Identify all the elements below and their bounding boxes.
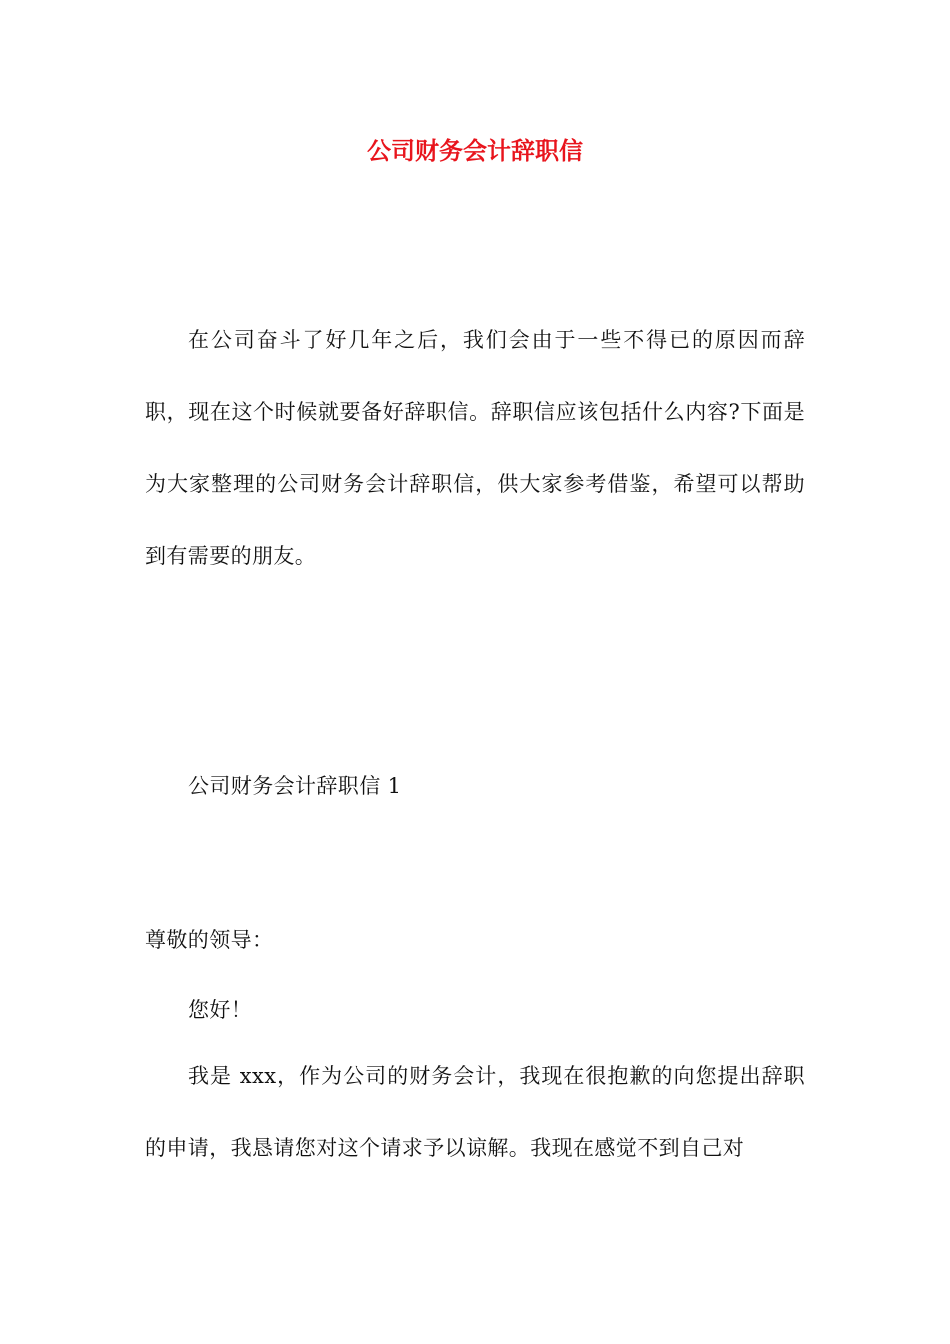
salutation: 尊敬的领导： — [145, 928, 274, 952]
section-heading: 公司财务会计辞职信 1 — [188, 774, 402, 798]
letter-body-paragraph: 我是 xxx，作为公司的财务会计，我现在很抱歉的向您提出辞职的申请，我恳请您对这个请求予以谅解。我现在感觉不到自己对 — [145, 1064, 805, 1160]
document-title: 公司财务会计辞职信 — [367, 137, 583, 165]
intro-paragraph: 在公司奋斗了好几年之后，我们会由于一些不得已的原因而辞职，现在这个时候就要备好辞职信。辞职信应该包括什么内容?下面是为大家整理的公司财务会计辞职信，供大家参考借鉴，希望可以帮助到有需要的朋友。 — [145, 328, 805, 568]
greeting: 您好！ — [188, 998, 253, 1022]
